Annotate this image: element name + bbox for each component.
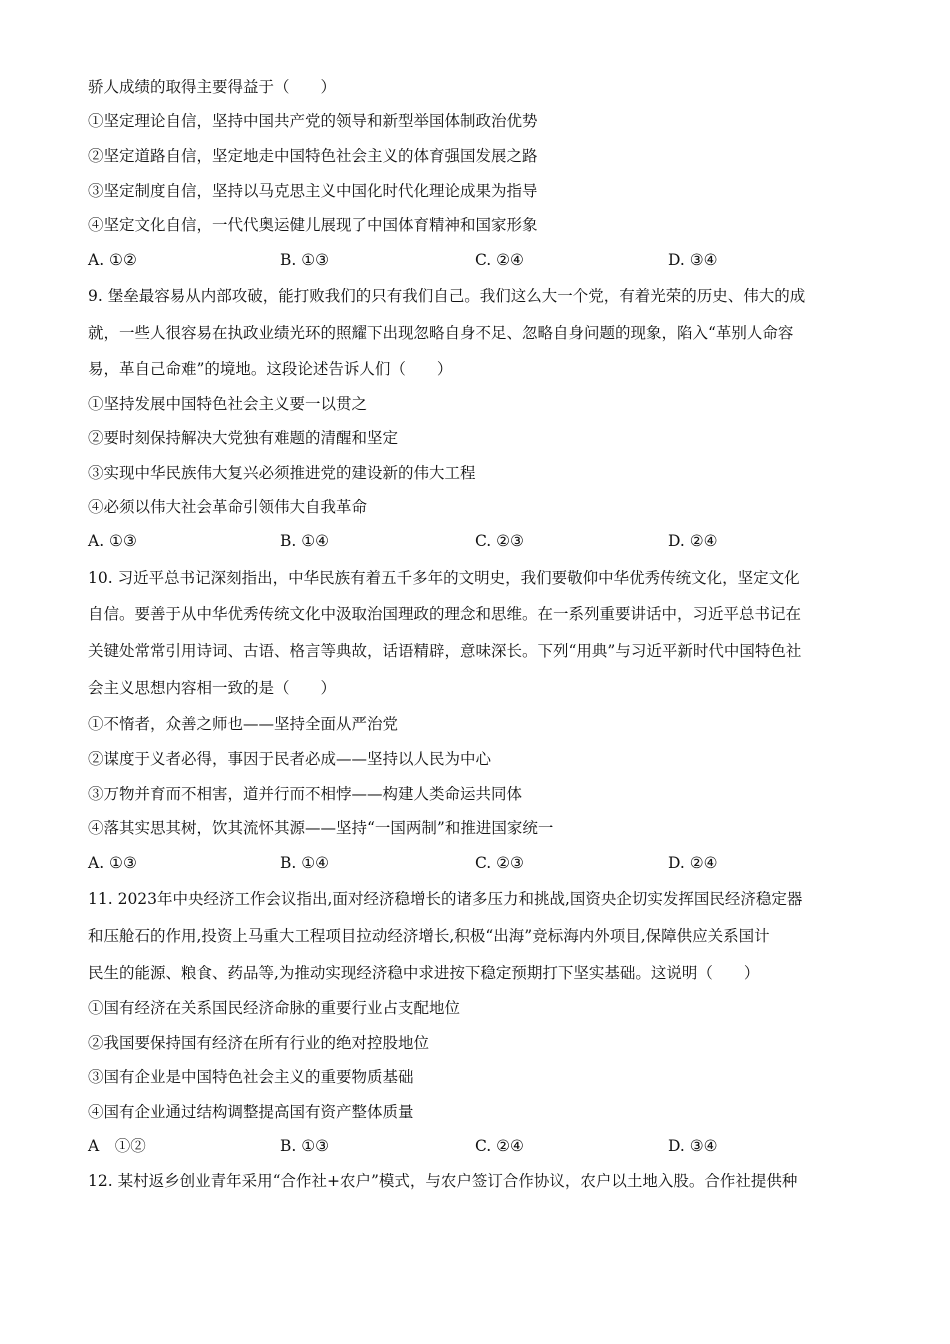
q11-option-a: A ①② — [88, 1137, 146, 1155]
q8-option-a: A. ①② — [88, 251, 137, 269]
q8-option-d: D. ③④ — [668, 251, 718, 269]
q10-option-b: B. ①④ — [280, 854, 330, 872]
q8-stem: 骄人成绩的取得主要得益于（ ） — [88, 78, 337, 96]
q11-item-2: ②我国要保持国有经济在所有行业的绝对控股地位 — [88, 1034, 430, 1052]
q9-option-c: C. ②③ — [475, 532, 524, 550]
q8-item-2: ②坚定道路自信，坚定地走中国特色社会主义的体育强国发展之路 — [88, 147, 538, 165]
q10-option-d: D. ②④ — [668, 854, 718, 872]
q12-stem-line-1: 12. 某村返乡创业青年采用“合作社+农户”模式，与农户签订合作协议，农户以土地入股。合作社提供种 — [88, 1172, 798, 1190]
q9-item-1: ①坚持发展中国特色社会主义要一以贯之 — [88, 395, 368, 413]
q11-stem-line-2: 和压舱石的作用,投资上马重大工程项目拉动经济增长,积极“出海”竞标海内外项目,保障供应关系国计 — [88, 927, 770, 945]
q11-item-3: ③国有企业是中国特色社会主义的重要物质基础 — [88, 1068, 414, 1086]
q10-item-1: ①不惰者，众善之师也——坚持全面从严治党 — [88, 715, 399, 733]
q9-item-2: ②要时刻保持解决大党独有难题的清醒和坚定 — [88, 429, 399, 447]
q8-item-3: ③坚定制度自信，坚持以马克思主义中国化时代化理论成果为指导 — [88, 182, 538, 200]
q9-stem-line-3: 易，革自己命难”的境地。这段论述告诉人们（ ） — [88, 360, 453, 378]
q8-item-1: ①坚定理论自信，坚持中国共产党的领导和新型举国体制政治优势 — [88, 112, 538, 130]
q8-option-c: C. ②④ — [475, 251, 524, 269]
q9-options — [88, 530, 868, 552]
q10-options — [88, 852, 868, 874]
q9-stem-line-2: 就，一些人很容易在执政业绩光环的照耀下出现忽略自身不足、忽略自身问题的现象，陷入“革别人命容 — [88, 324, 794, 342]
q11-option-b: B. ①③ — [280, 1137, 330, 1155]
q11-item-1: ①国有经济在关系国民经济命脉的重要行业占支配地位 — [88, 999, 461, 1017]
q11-stem-line-3: 民生的能源、粮食、药品等,为推动实现经济稳中求进按下稳定预期打下坚实基础。这说明（ ） — [88, 964, 760, 982]
q10-item-4: ④落其实思其树，饮其流怀其源——坚持“一国两制”和推进国家统一 — [88, 819, 554, 837]
q10-stem-line-4: 会主义思想内容相一致的是（ ） — [88, 679, 337, 697]
q10-item-2: ②谋度于义者必得，事因于民者必成——坚持以人民为中心 — [88, 750, 492, 768]
q10-option-c: C. ②③ — [475, 854, 524, 872]
q11-item-4: ④国有企业通过结构调整提高国有资产整体质量 — [88, 1103, 414, 1121]
q9-option-d: D. ②④ — [668, 532, 718, 550]
q10-stem-line-1: 10. 习近平总书记深刻指出，中华民族有着五千多年的文明史，我们要敬仰中华优秀传统文化，坚定文化 — [88, 569, 800, 587]
q8-item-4: ④坚定文化自信，一代代奥运健儿展现了中国体育精神和国家形象 — [88, 216, 538, 234]
q9-option-a: A. ①③ — [88, 532, 137, 550]
q11-option-c: C. ②④ — [475, 1137, 524, 1155]
q11-option-d: D. ③④ — [668, 1137, 718, 1155]
q9-item-4: ④必须以伟大社会革命引领伟大自我革命 — [88, 498, 368, 516]
q8-options — [88, 249, 868, 271]
q8-option-b: B. ①③ — [280, 251, 330, 269]
q10-stem-line-3: 关键处常常引用诗词、古语、格言等典故，话语精辟，意味深长。下列“用典”与习近平新时代中国特色社 — [88, 642, 802, 660]
q9-stem-line-1: 9. 堡垒最容易从内部攻破，能打败我们的只有我们自己。我们这么大一个党，有着光荣的历史、伟大的成 — [88, 287, 806, 305]
q9-option-b: B. ①④ — [280, 532, 330, 550]
q10-option-a: A. ①③ — [88, 854, 137, 872]
q10-item-3: ③万物并育而不相害，道并行而不相悖——构建人类命运共同体 — [88, 785, 523, 803]
q11-options — [88, 1135, 868, 1157]
q10-stem-line-2: 自信。要善于从中华优秀传统文化中汲取治国理政的理念和思维。在一系列重要讲话中，习近平总书记在 — [88, 605, 802, 623]
q11-stem-line-1: 11. 2023年中央经济工作会议指出,面对经济稳增长的诸多压力和挑战,国资央企切实发挥国民经济稳定器 — [88, 890, 803, 908]
q9-item-3: ③实现中华民族伟大复兴必须推进党的建设新的伟大工程 — [88, 464, 476, 482]
